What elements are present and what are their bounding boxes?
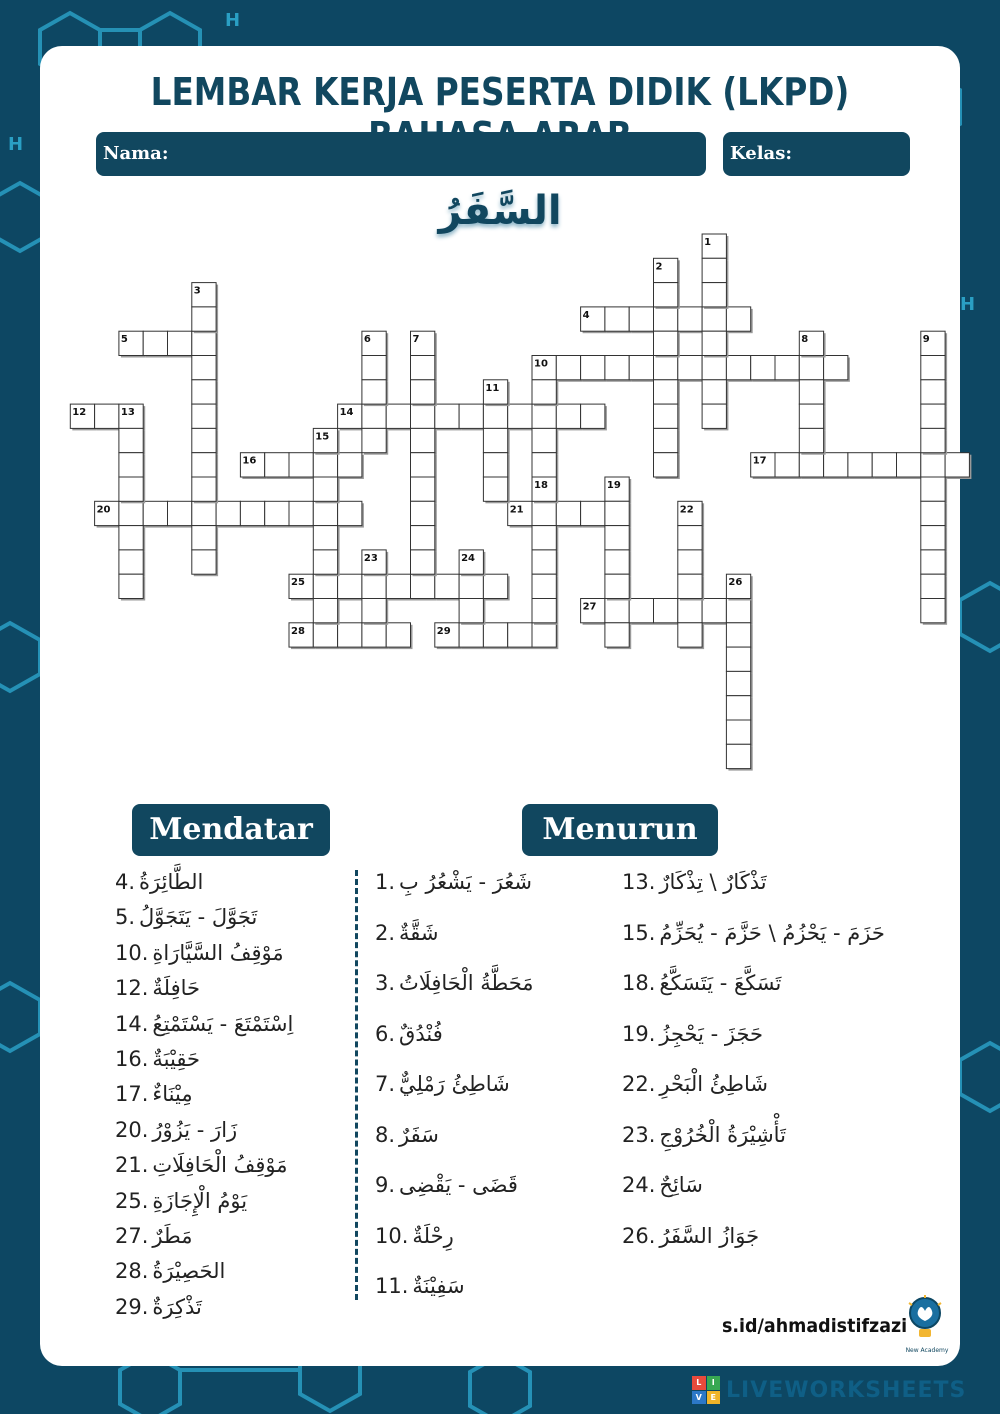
crossword-cell[interactable] — [508, 623, 534, 649]
liveworksheets-icon: L I V E — [692, 1376, 720, 1404]
clue-item — [375, 921, 439, 945]
crossword-cell[interactable] — [726, 356, 752, 382]
crossword-cell[interactable] — [726, 623, 752, 649]
crossword-cell[interactable] — [265, 501, 291, 527]
clue-item — [115, 1047, 200, 1071]
clue-text: حَقِيْبَةٌ — [152, 1047, 200, 1071]
brand-name: LIVEWORKSHEETS — [726, 1377, 967, 1403]
crossword-cell[interactable] — [192, 550, 218, 576]
crossword-cell[interactable] — [411, 356, 437, 382]
crossword-cell[interactable] — [897, 453, 923, 479]
clue-number: 26. — [622, 1223, 656, 1248]
clue-number: 15. — [622, 920, 656, 945]
clue-text: مَوْقِفُ الْحَافِلَاتِ — [152, 1153, 288, 1178]
crossword-cell[interactable] — [338, 453, 364, 479]
crossword-cell[interactable] — [532, 404, 558, 430]
crossword-cell[interactable] — [726, 744, 752, 770]
logo-text: New Academy — [905, 1347, 949, 1354]
clue-number: 18. — [622, 971, 656, 995]
crossword-cell[interactable] — [678, 599, 704, 625]
clue-number: 10. — [115, 940, 149, 965]
across-heading: Mendatar — [132, 804, 330, 856]
cell-number: 27 — [582, 601, 597, 613]
cell-number: 20 — [96, 504, 111, 516]
crossword-cell[interactable] — [265, 453, 291, 479]
cell-number: 8 — [801, 334, 809, 346]
crossword-cell[interactable] — [192, 307, 218, 333]
clue-number: 22. — [622, 1072, 656, 1096]
crossword-cell[interactable] — [483, 404, 509, 430]
down-heading: Menurun — [522, 804, 718, 856]
crossword-cell[interactable] — [313, 501, 339, 527]
crossword-cell[interactable] — [654, 380, 680, 406]
clue-text: رِحْلَةٌ — [412, 1223, 454, 1248]
crossword-cell[interactable] — [605, 623, 631, 649]
clue-item — [375, 1274, 465, 1298]
crossword-cell[interactable] — [872, 453, 898, 479]
clue-text: مَحَطَّةُ الْحَافِلَاتُ — [399, 971, 534, 995]
crossword-cell[interactable] — [483, 623, 509, 649]
crossword-cell[interactable] — [192, 331, 218, 357]
crossword-cell[interactable] — [435, 574, 461, 600]
crossword-cell[interactable] — [605, 526, 631, 552]
crossword-cell[interactable] — [848, 453, 874, 479]
crossword-cell[interactable] — [605, 307, 631, 333]
crossword-cell[interactable] — [921, 501, 947, 527]
crossword-cell[interactable] — [362, 428, 388, 454]
crossword-cell[interactable] — [654, 599, 680, 625]
clue-item — [115, 976, 200, 1000]
clue-number: 2. — [375, 920, 396, 945]
crossword-cell[interactable] — [581, 356, 607, 382]
crossword-cell[interactable] — [921, 477, 947, 503]
crossword-cell[interactable] — [921, 380, 947, 406]
clue-item — [115, 1259, 225, 1283]
clue-number: 8. — [375, 1122, 396, 1147]
crossword-cell[interactable] — [678, 550, 704, 576]
clue-text: شَاطِئُ رَمْلِيٌّ — [399, 1072, 510, 1096]
clue-number: 9. — [375, 1173, 396, 1197]
crossword-cell[interactable] — [362, 356, 388, 382]
clue-item — [375, 1224, 454, 1248]
class-label: Kelas: — [730, 143, 792, 164]
crossword-cell[interactable] — [362, 599, 388, 625]
crossword-cell[interactable] — [119, 574, 145, 600]
crossword-cell[interactable] — [119, 453, 145, 479]
clue-text: يَوْمُ الْإِجَازَةِ — [152, 1188, 248, 1213]
crossword-cell[interactable] — [921, 428, 947, 454]
crossword-cell[interactable] — [556, 404, 582, 430]
cell-number: 22 — [679, 504, 694, 516]
clue-item — [375, 1123, 439, 1147]
clue-text: اِسْتَمْتَعَ - يَسْتَمْتِعُ — [152, 1011, 294, 1036]
crossword-cell[interactable] — [726, 647, 752, 673]
crossword-cell[interactable] — [726, 599, 752, 625]
crossword-cell[interactable] — [411, 574, 437, 600]
svg-text:H: H — [225, 10, 241, 31]
cell-number: 21 — [509, 504, 524, 516]
crossword-cell[interactable] — [192, 356, 218, 382]
crossword-cell[interactable] — [678, 356, 704, 382]
crossword-cell[interactable] — [338, 501, 364, 527]
crossword-cell[interactable] — [313, 453, 339, 479]
cell-number: 4 — [582, 309, 590, 321]
cell-number: 11 — [485, 382, 500, 394]
clue-item — [115, 1189, 247, 1213]
clue-number: 10. — [375, 1223, 409, 1248]
crossword-cell[interactable] — [313, 599, 339, 625]
clue-number: 28. — [115, 1259, 149, 1284]
clue-text: سَفَرٌ — [399, 1122, 439, 1147]
crossword-cell[interactable] — [411, 453, 437, 479]
clue-item — [115, 1082, 193, 1106]
crossword-cell[interactable] — [168, 501, 194, 527]
clue-text: تَجَوَّلَ - يَتَجَوَّلُ — [139, 905, 258, 930]
crossword-cell[interactable] — [119, 501, 145, 527]
cell-number: 2 — [655, 261, 663, 273]
crossword-cell[interactable] — [119, 428, 145, 454]
name-label: Nama: — [103, 143, 169, 164]
crossword-cell[interactable] — [95, 404, 121, 430]
crossword-cell[interactable] — [192, 428, 218, 454]
clue-text: تَذْكَارٌ \ تِذْكَارٌ — [659, 870, 767, 894]
crossword-cell[interactable] — [508, 404, 534, 430]
crossword-cell[interactable] — [654, 307, 680, 333]
crossword-cell[interactable] — [313, 574, 339, 600]
crossword-cell[interactable] — [386, 623, 412, 649]
clue-text: زَارَ - يَزُوْرُ — [152, 1117, 238, 1142]
clue-item — [622, 971, 781, 995]
clue-item — [115, 1295, 202, 1319]
crossword-cell[interactable] — [605, 599, 631, 625]
clue-text: شَقَّةٌ — [399, 920, 439, 945]
crossword-cell[interactable] — [338, 623, 364, 649]
cell-number: 28 — [291, 625, 305, 637]
cell-number: 15 — [315, 431, 330, 443]
crossword-cell[interactable] — [799, 404, 825, 430]
crossword-cell[interactable] — [751, 356, 777, 382]
worksheet-title: LEMBAR KERJA PESERTA DIDIK (LKPD) — [150, 70, 850, 114]
crossword-cell[interactable] — [313, 623, 339, 649]
clue-text: سَائِحٌ — [659, 1173, 703, 1197]
crossword-cell[interactable] — [532, 380, 558, 406]
clue-item — [115, 941, 284, 965]
clue-text: سَفِيْنَةٌ — [412, 1274, 465, 1298]
clue-item — [375, 1173, 518, 1197]
crossword-cell[interactable] — [799, 453, 825, 479]
crossword-cell[interactable] — [726, 671, 752, 697]
crossword-cell[interactable] — [532, 599, 558, 625]
clue-divider — [355, 870, 358, 1300]
clue-number: 21. — [115, 1153, 149, 1178]
crossword-cell[interactable] — [192, 477, 218, 503]
clue-text: تَذْكِرَةٌ — [152, 1294, 202, 1319]
crossword-cell[interactable] — [581, 501, 607, 527]
crossword-cell[interactable] — [702, 258, 728, 284]
crossword-cell[interactable] — [702, 283, 728, 309]
clue-item — [115, 1153, 287, 1177]
crossword-cell[interactable] — [799, 428, 825, 454]
crossword-cell[interactable] — [192, 501, 218, 527]
crossword-cell[interactable] — [921, 526, 947, 552]
clue-item — [622, 1123, 786, 1147]
clue-number: 3. — [375, 971, 396, 995]
clue-item — [115, 870, 203, 894]
clue-text: تَسَكَّعَ - يَتَسَكَّعُ — [659, 971, 782, 995]
crossword-cell[interactable] — [702, 331, 728, 357]
liveworksheets-brand — [692, 1376, 966, 1404]
crossword-cell[interactable] — [192, 380, 218, 406]
crossword-cell[interactable] — [386, 404, 412, 430]
cell-number: 12 — [72, 407, 87, 419]
cell-number: 26 — [728, 577, 743, 589]
cell-number: 9 — [922, 334, 930, 346]
clue-text: شَعُرَ - يَشْعُرُ بِ — [399, 870, 533, 894]
clue-item — [622, 1173, 703, 1197]
clue-item — [622, 1224, 759, 1248]
crossword-cell[interactable] — [654, 356, 680, 382]
clue-number: 19. — [622, 1021, 656, 1046]
cell-number: 7 — [412, 334, 420, 346]
clue-number: 11. — [375, 1274, 409, 1298]
crossword-cell[interactable] — [362, 574, 388, 600]
clue-number: 4. — [115, 870, 136, 894]
crossword-cell[interactable] — [483, 574, 509, 600]
crossword-cell[interactable] — [411, 550, 437, 576]
crossword-cell[interactable] — [921, 356, 947, 382]
cell-number: 19 — [606, 480, 621, 491]
clue-number: 1. — [375, 870, 396, 894]
crossword-cell[interactable] — [532, 453, 558, 479]
crossword-cell[interactable] — [289, 501, 315, 527]
crossword-cell[interactable] — [411, 428, 437, 454]
crossword-cell[interactable] — [289, 453, 315, 479]
crossword-cell[interactable] — [726, 696, 752, 722]
clue-text: حَجَزَ - يَحْجِزُ — [659, 1021, 764, 1046]
crossword-cell[interactable] — [119, 526, 145, 552]
crossword-cell[interactable] — [216, 501, 242, 527]
crossword-cell[interactable] — [702, 404, 728, 430]
cell-number: 10 — [534, 358, 548, 370]
clue-item — [115, 1012, 293, 1036]
clue-item — [375, 1022, 443, 1046]
crossword-cell[interactable] — [678, 623, 704, 649]
cell-number: 25 — [291, 577, 305, 589]
crossword-cell[interactable] — [605, 550, 631, 576]
crossword-cell[interactable] — [411, 526, 437, 552]
crossword-cell[interactable] — [459, 574, 485, 600]
crossword-cell[interactable] — [532, 574, 558, 600]
crossword-cell[interactable] — [702, 307, 728, 333]
cell-number: 5 — [120, 334, 128, 346]
crossword-cell[interactable] — [678, 307, 704, 333]
crossword-cell[interactable] — [411, 501, 437, 527]
crossword-cell[interactable] — [921, 404, 947, 430]
clue-item — [622, 870, 767, 894]
crossword-cell[interactable] — [362, 404, 388, 430]
cell-number: 24 — [461, 552, 476, 564]
crossword-cell[interactable] — [775, 356, 801, 382]
crossword-cell[interactable] — [532, 550, 558, 576]
cell-number: 17 — [752, 455, 767, 467]
clue-text: حَزَمَ - يَحْزُمُ \ حَزَّمَ - يُحَزِّمُ — [659, 920, 885, 945]
crossword-cell[interactable] — [119, 550, 145, 576]
crossword-cell[interactable] — [678, 574, 704, 600]
clue-item — [622, 921, 885, 945]
crossword-cell[interactable] — [605, 501, 631, 527]
crossword-cell[interactable] — [483, 453, 509, 479]
clue-text: مَوْقِفُ السَّيَّارَاةِ — [152, 940, 284, 965]
cell-number: 16 — [242, 455, 257, 467]
clue-number: 17. — [115, 1082, 149, 1107]
cell-number: 3 — [193, 285, 201, 297]
crossword-cell[interactable] — [702, 599, 728, 625]
clue-text: حَافِلَةٌ — [152, 976, 201, 1001]
crossword-cell[interactable] — [921, 599, 947, 625]
clue-item — [622, 1022, 763, 1046]
crossword-cell[interactable] — [726, 720, 752, 746]
crossword-cell[interactable] — [629, 356, 655, 382]
clue-number: 27. — [115, 1224, 149, 1248]
clue-text: مَطَرٌ — [152, 1224, 193, 1248]
clue-text: جَوَازُ السَّفَرُ — [659, 1223, 760, 1248]
cell-number: 23 — [363, 552, 378, 564]
crossword-cell[interactable] — [654, 453, 680, 479]
crossword-cell[interactable] — [532, 623, 558, 649]
crossword-cell[interactable] — [313, 526, 339, 552]
crossword-cell[interactable] — [556, 356, 582, 382]
crossword-cell[interactable] — [459, 599, 485, 625]
clue-text: فُنْدُقٌ — [399, 1021, 443, 1046]
clue-item — [375, 1072, 510, 1096]
crossword-cell[interactable] — [945, 453, 971, 479]
crossword-cell[interactable] — [362, 380, 388, 406]
crossword-cell[interactable] — [483, 428, 509, 454]
crossword-cell[interactable] — [702, 356, 728, 382]
crossword-cell[interactable] — [386, 574, 412, 600]
crossword-cell[interactable] — [678, 526, 704, 552]
cell-number: 6 — [363, 334, 371, 346]
crossword-cell[interactable] — [192, 453, 218, 479]
crossword-cell[interactable] — [921, 550, 947, 576]
crossword-cell[interactable] — [654, 283, 680, 309]
crossword-cell[interactable] — [605, 574, 631, 600]
crossword-cell[interactable] — [338, 574, 364, 600]
crossword-cell[interactable] — [435, 404, 461, 430]
clue-text: الطَّائِرَةُ — [139, 870, 204, 894]
clue-text: قَضَى - يَقْضِى — [399, 1173, 518, 1197]
crossword-cell[interactable] — [775, 453, 801, 479]
crossword-cell[interactable] — [168, 331, 194, 357]
crossword-cell[interactable] — [313, 477, 339, 503]
crossword-cell[interactable] — [362, 623, 388, 649]
crossword-cell[interactable] — [119, 477, 145, 503]
crossword-cell[interactable] — [459, 404, 485, 430]
clue-number: 14. — [115, 1011, 149, 1036]
clue-text: الحَصِيْرَةُ — [152, 1259, 226, 1284]
topic-title: السَّفَرُ — [438, 188, 562, 234]
academy-logo-icon — [905, 1295, 945, 1347]
clue-number: 5. — [115, 905, 136, 930]
clue-text: مِيْنَاءٌ — [152, 1082, 193, 1107]
svg-text:H: H — [8, 134, 24, 155]
crossword-cell[interactable] — [921, 574, 947, 600]
crossword-cell[interactable] — [313, 550, 339, 576]
clue-number: 20. — [115, 1117, 149, 1142]
svg-text:H: H — [960, 294, 976, 315]
crossword-cell[interactable] — [654, 428, 680, 454]
clue-number: 6. — [375, 1021, 396, 1046]
clue-number: 16. — [115, 1047, 149, 1071]
crossword-cell[interactable] — [192, 526, 218, 552]
crossword-cell[interactable] — [532, 501, 558, 527]
crossword-cell[interactable] — [532, 428, 558, 454]
crossword-cell[interactable] — [799, 356, 825, 382]
clue-item — [115, 1224, 192, 1248]
cell-number: 1 — [704, 237, 712, 248]
author-link[interactable]: s.id/ahmadistifzazi — [722, 1315, 908, 1337]
crossword-cell[interactable] — [824, 356, 850, 382]
crossword-cell[interactable] — [240, 501, 266, 527]
crossword-cell[interactable] — [532, 526, 558, 552]
clue-number: 24. — [622, 1173, 656, 1197]
clue-number: 12. — [115, 976, 149, 1001]
crossword-cell[interactable] — [921, 453, 947, 479]
clue-item — [115, 1118, 237, 1142]
crossword-cell[interactable] — [411, 404, 437, 430]
crossword-cell[interactable] — [799, 380, 825, 406]
crossword-cell[interactable] — [629, 307, 655, 333]
clue-number: 25. — [115, 1188, 149, 1213]
clue-item — [115, 905, 257, 929]
crossword-cell[interactable] — [726, 307, 752, 333]
clue-number: 13. — [622, 870, 656, 894]
clue-number: 7. — [375, 1072, 396, 1096]
crossword-cell[interactable] — [143, 501, 169, 527]
clue-item — [375, 971, 534, 995]
clue-number: 23. — [622, 1122, 656, 1147]
crossword-cell[interactable] — [143, 331, 169, 357]
cell-number: 14 — [339, 407, 354, 419]
crossword-cell[interactable] — [411, 380, 437, 406]
crossword-cell[interactable] — [629, 599, 655, 625]
cell-number: 13 — [120, 407, 135, 419]
crossword-cell[interactable] — [556, 501, 582, 527]
clue-item — [375, 870, 532, 894]
crossword-cell[interactable] — [483, 477, 509, 503]
clue-text: تَأْشِيْرَةُ الْخُرُوْجِ — [659, 1122, 786, 1147]
clue-item — [622, 1072, 768, 1096]
crossword-cell[interactable] — [702, 380, 728, 406]
clue-text: شَاطِئُ الْبَحْرِ — [659, 1072, 769, 1096]
crossword-cell[interactable] — [581, 404, 607, 430]
cell-number: 18 — [534, 480, 548, 491]
crossword-cell[interactable] — [824, 453, 850, 479]
crossword-cell[interactable] — [654, 331, 680, 357]
crossword-cell[interactable] — [459, 623, 485, 649]
crossword-cell[interactable] — [411, 477, 437, 503]
clue-number: 29. — [115, 1294, 149, 1319]
crossword-cell[interactable] — [192, 404, 218, 430]
crossword-cell[interactable] — [654, 404, 680, 430]
crossword-cell[interactable] — [605, 356, 631, 382]
cell-number: 29 — [436, 625, 451, 637]
